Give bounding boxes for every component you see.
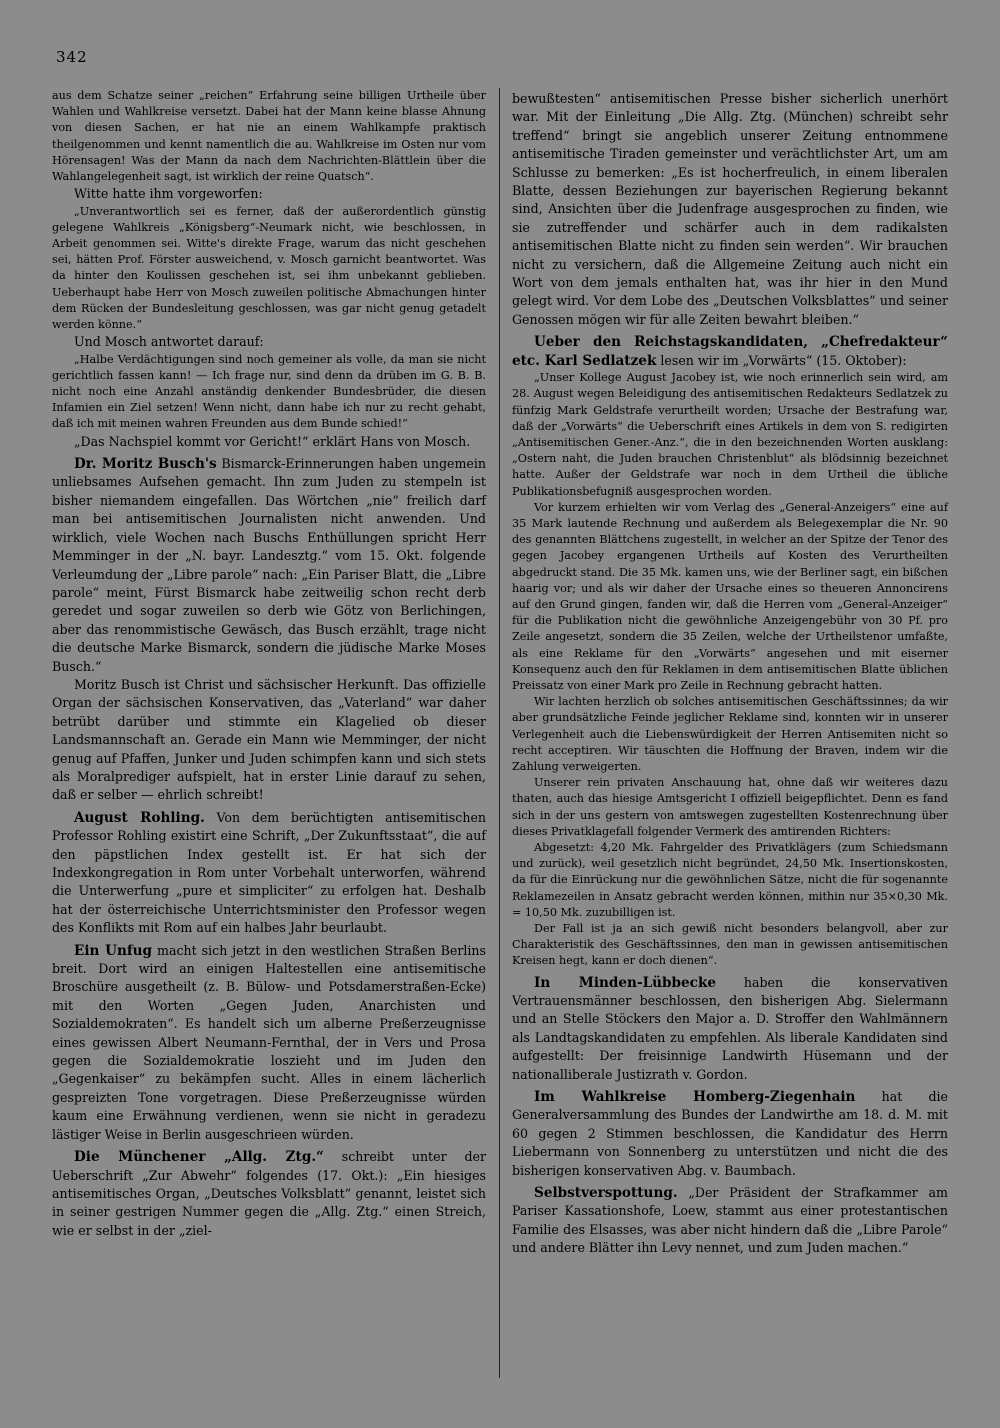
- paragraph: [52, 185, 486, 203]
- paragraph-heading: Die Münchener „Allg. Ztg.“: [74, 1149, 324, 1166]
- paragraph-text: „Unverantwortlich sei es ferner, daß der außerordentlich günstig gelegene Wahlkreis „Königsberg“-Neumark nicht, wie beschlossen, in Arbeit genommen sei. Witte's direkte Frage, warum das nicht geschehen sei, hätten Prof. Förster ausweichend, v. Mosch garnicht beantwortet. Was da hinter den Koulissen geschehen ist, sei ihm unbekannt geblieben. Ueberhaupt habe Herr von Mosch zuweilen politische Abmachungen hinter dem Rücken der Bundesleitung geschlossen, was gar nicht genug getadelt werden könne.“: [52, 204, 486, 332]
- paragraph: [52, 809, 486, 938]
- paragraph: [512, 921, 948, 970]
- right-column: [512, 90, 948, 1258]
- paragraph-heading: August Rohling.: [74, 809, 205, 826]
- paragraph-heading: Dr. Moritz Busch's: [74, 456, 217, 473]
- paragraph-text: bewußtesten“ antisemitischen Presse bisher sicherlich unerhört war. Mit der Einleitung „Die Allg. Ztg. (München) schreibt sehr treffend“ bringt sie angeblich unserer Zeitung entnommene antisemitische Tiraden gemeinster und verächtlichster Art, um am Schlusse zu bemerken: „Es ist hocherfreulich, in einem liberalen Blatte, dessen Beziehungen zur bayerischen Regierung bekannt sind, Ansichten über die Judenfrage ausgesprochen zu finden, wie sie zutreffender und schärfer auch in dem radikalsten antisemitischen Blatte nicht zu finden sein werden“. Wir brauchen nicht zu versichern, daß die Allgemeine Zeitung auch nicht ein Wort von dem jemals enthalten hat, was ihr hier in den Mund gelegt wird. Vor dem Lobe des „Deutschen Volksblattes“ und seiner Genossen mögen wir für alle Zeiten bewahrt bleiben.“: [512, 91, 948, 327]
- paragraph-text: haben die konservativen Vertrauensmänner beschlossen, den bisherigen Abg. Sielermann und an Stelle Stöckers den Major a. D. Stroffer den Wahlmännern als Landtagskandidaten zu empfehlen. Als liberale Kandidaten sind aufgestellt: Der freisinnige Landwirth Hüsemann und der nationalliberale Justizrath v. Gordon.: [512, 974, 948, 1082]
- paragraph: [52, 455, 486, 676]
- paragraph: [52, 1148, 486, 1240]
- paragraph: [512, 90, 948, 329]
- paragraph: [512, 370, 948, 500]
- paragraph-text: „Unser Kollege August Jacobey ist, wie noch erinnerlich sein wird, am 28. August wegen Beleidigung des antisemitischen Redakteurs Sedlatzek zu fünfzig Mark Geldstrafe verurtheilt worden; Ursache der Bestrafung war, daß der „Vorwärts“ die Ueberschrift eines Artikels in dem von S. redigirten „Antisemitischen Gener.-Anz.“, die in den bezeichnenden Worten ausklang: „Ostern naht, die Juden brauchen Christenblut“ als blödsinnig bezeichnet hatte. Außer der Geldstrafe war noch in dem Urtheil die übliche Publikationsbefugniß ausgesprochen worden.: [512, 371, 948, 498]
- paragraph: [512, 974, 948, 1084]
- paragraph-text: „Das Nachspiel kommt vor Gericht!“ erklärt Hans von Mosch.: [74, 433, 471, 449]
- paragraph-text: aus dem Schatze seiner „reichen“ Erfahrung seine billigen Urtheile über Wahlen und Wahlkreise versetzt. Dabei hat der Mann keine blasse Ahnung von diesen Sachen, er hat nie an einem Wahlkampfe praktisch theilgenommen und kennt namentlich die au. Wahlkreise im Osten nur vom Hörensagen! Was der Mann da nach dem Nachrichten-Blättlein über die Wahlangelegenheit sagt, ist wirklich der reine Quatsch“.: [52, 89, 486, 184]
- paragraph-text: Unserer rein privaten Anschauung hat, ohne daß wir weiteres dazu thaten, auch das hiesige Amtsgericht I offiziell beigepflichtet. Denn es fand sich in der uns gestern von amtswegen zugestellten Kostenrechnung über dieses Privatklagefall folgender Vermerk des amtirenden Richters:: [512, 776, 948, 838]
- paragraph: [52, 333, 486, 351]
- paragraph-text: Vor kurzem erhielten wir vom Verlag des „General-Anzeigers“ eine auf 35 Mark lautende Rechnung und außerdem als Belegexemplar die Nr. 90 des genannten Blättchens zugestellt, in welcher an der Spitze der Tenor des gegen Jacobey ergangenen Urtheils auf Kosten des Verurtheilten abgedruckt stand. Die 35 Mk. kamen uns, wie der Berliner sagt, ein bißchen haarig vor; und als wir daher der Ursache eines so theueren Annoncirens auf den Grund gingen, fanden wir, daß die Herren vom „General-Anzeiger“ für die Publikation nicht die gewöhnliche Anzeigengebühr von 30 Pf. pro Zeile angesetzt, sondern die 35 Zeilen, welche der Urtheilstenor umfaßte, als eine Reklame für den „Vorwärts“ angesehen und mit eiserner Konsequenz auch den für Reklamen in dem antisemitischen Blatte üblichen Preissatz von einer Mark pro Zeile in Rechnung gebracht hatten.: [512, 500, 948, 692]
- paragraph-text: Moritz Busch ist Christ und sächsischer Herkunft. Das offizielle Organ der sächsischen Konservativen, das „Vaterland“ war daher betrübt darüber und stimmte ein Klagelied ob dieser Landsmannschaft an. Gerade ein Mann wie Memminger, der nicht genug auf Pfaffen, Junker und Juden schimpfen kann und sich stets als Moralprediger aufspielt, hat in erster Linie darauf zu sehen, daß er selber — ehrlich schreibt!: [52, 676, 486, 803]
- paragraph-heading: Ueber den Reichstagskandidaten, „Chefredakteur“ etc. Karl Sedlatzek: [512, 334, 948, 369]
- paragraph-text: Der Fall ist ja an sich gewiß nicht besonders belangvoll, aber zur Charakteristik des Geschäftssinnes, den man in gewissen antisemitischen Kreisen hegt, kann er doch dienen“.: [512, 922, 948, 968]
- paragraph-text: Wir lachten herzlich ob solches antisemitischen Geschäftssinnes; da wir aber grundsätzliche Feinde jeglicher Reklame sind, konnten wir in unserer Verlegenheit auch die Liebenswürdigkeit der Herren Antisemiten nicht so recht acceptiren. Wir täuschten die Hoffnung der Braven, indem wir die Zahlung verweigerten.: [512, 695, 948, 773]
- paragraph: [512, 775, 948, 840]
- paragraph-text: „Der Präsident der Strafkammer am Pariser Kassationshofe, Loew, stammt aus einer protestantischen Familie des Elsasses, was aber nicht hindern daß die „Libre Parole“ und andere Blätter ihn Levy nennet, und zum Juden machen.“: [512, 1185, 948, 1256]
- paragraph-heading: In Minden-Lübbecke: [534, 974, 717, 991]
- paragraph-text: Und Mosch antwortet darauf:: [74, 334, 264, 350]
- paragraph: [512, 500, 948, 694]
- paragraph-text: hat die Generalversammlung des Bundes der Landwirthe am 18. d. M. mit 60 gegen 2 Stimmen beschlossen, die Kandidatur des Herrn Liebermann von Sonnenberg zu unterstützen und nicht die des bisherigen konservativen Abg. v. Baumbach.: [512, 1089, 948, 1178]
- paragraph-text: Von dem berüchtigten antisemitischen Professor Rohling existirt eine Schrift, „Der Zukunftsstaat“, die auf den päpstlichen Index gestellt ist. Er hat sich der Indexkongregation in Rom unter Vorbehalt unterworfen, während die Unterwerfung „pure et simpliciter“ zu erfolgen hat. Deshalb hat der österreichische Unterrichtsminister den Professor wegen des Konflikts mit Rom auf ein halbes Jahr beurlaubt.: [52, 809, 487, 936]
- paragraph-text: Abgesetzt: 4,20 Mk. Fahrgelder des Privatklägers (zum Schiedsmann und zurück), weil gesetzlich nicht begründet, 24,50 Mk. Insertionskosten, da für die Einrückung nur die gewöhnlichen Sätze, nicht die für sogenannte Reklamezeilen in Ansatz gebracht werden können, mithin nur 35×0,30 Mk. = 10,50 Mk. zuzubilligen ist.: [512, 840, 948, 919]
- left-column: [52, 88, 486, 1240]
- paragraph: [52, 88, 486, 185]
- paragraph: [512, 1184, 948, 1258]
- paragraph: [52, 942, 486, 1144]
- paragraph-text: schreibt unter der Ueberschrift „Zur Abwehr“ folgendes (17. Okt.): „Ein hiesiges antisemitisches Organ, „Deutsches Volksblatt“ genannt, leistet sich in seiner gestrigen Nummer gegen die „Allg. Ztg.“ einen Streich, wie er selbst in der „ziel-: [52, 1149, 486, 1238]
- paragraph-text: „Halbe Verdächtigungen sind noch gemeiner als volle, da man sie nicht gerichtlich fassen kann! — Ich frage nur, sind denn da drüben im G. B. B. nicht noch eine Anzahl anständig denkender Bundesbrüder, die diesen Infamien ein Ziel setzen! Wenn nicht, dann habe ich nur zu recht gehabt, daß ich mit meinen wahren Freunden aus dem Bunde schied!“: [52, 352, 486, 431]
- paragraph: [52, 352, 486, 433]
- paragraph-heading: Im Wahlkreise Homberg-Ziegenhain: [534, 1089, 856, 1106]
- paragraph: [52, 204, 486, 334]
- paragraph-text: lesen wir im „Vorwärts“ (15. Oktober):: [656, 352, 907, 368]
- paragraph: [512, 1088, 948, 1180]
- paragraph-text: macht sich jetzt in den westlichen Straßen Berlins breit. Dort wird an einigen Haltestellen eine antisemitische Broschüre ausgetheilt (z. B. Bülow- und Potsdamerstraßen-Ecke) mit den Worten „Gegen Juden, Anarchisten und Sozialdemokraten“. Es handelt sich um alberne Preßerzeugnisse eines gewissen Albert Neumann-Fernthal, der in Vers und Prosa gegen die Sozialdemokratie loszieht und im Juden den „Gegenkaiser“ zu bekämpfen sucht. Alles in einem lächerlich gespreizten Tone vorgetragen. Diese Preßerzeugnisse würden kaum eine Erwähnung verdienen, wenn sie nicht in geradezu lästiger Weise in Berlin ausgeschrieen würden.: [52, 942, 486, 1142]
- paragraph: [52, 433, 486, 451]
- paragraph: [512, 333, 948, 370]
- paragraph-text: Witte hatte ihm vorgeworfen:: [74, 186, 263, 202]
- paragraph: [512, 840, 948, 921]
- paragraph-text: Bismarck-Erinnerungen haben ungemein unliebsames Aufsehen gemacht. Ihn zum Juden zu stempeln ist bisher niemandem eingefallen. Das Wörtchen „nie“ freilich darf man bei antisemitischen Journalisten nicht anwenden. Und wirklich, viele Wochen nach Buschs Enthüllungen spricht Herr Memminger in der „N. bayr. Landesztg.“ vom 15. Okt. folgende Verleumdung der „Libre parole“ nach: „Ein Pariser Blatt, die „Libre parole“ meint, Fürst Bismarck habe zeitweilig schon recht derb geredet und sogar zuweilen so derb wie Götz von Berlichingen, aber das renommistische Gewäsch, das Busch erzählt, trage nicht die deutsche Marke Bismarck, sondern die jüdische Marke Moses Busch.“: [52, 456, 486, 674]
- page-number: 342: [56, 48, 88, 66]
- paragraph: [512, 694, 948, 775]
- paragraph-heading: Selbstverspottung.: [534, 1185, 678, 1202]
- paragraph-heading: Ein Unfug: [74, 942, 153, 959]
- paragraph: [52, 676, 486, 805]
- column-divider: [499, 88, 500, 1378]
